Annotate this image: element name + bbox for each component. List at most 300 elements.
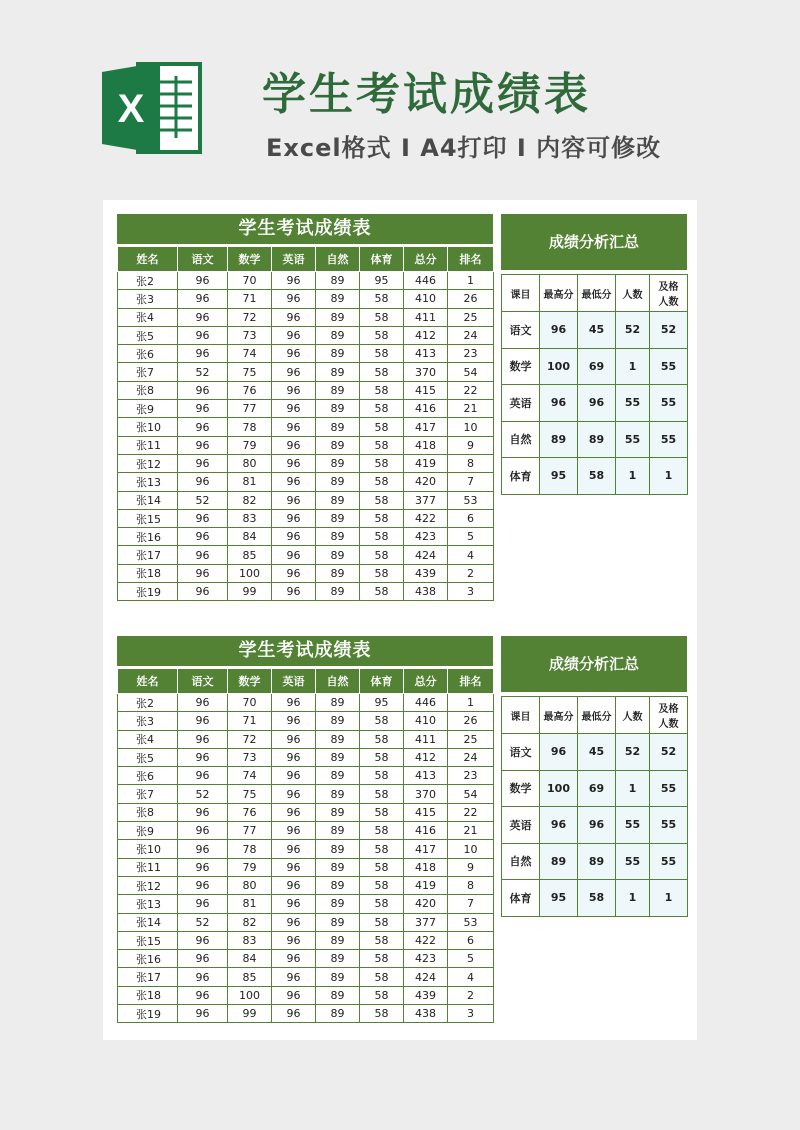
score-cell: 96: [272, 509, 316, 527]
score-cell: 6: [448, 931, 494, 949]
score-cell: 89: [316, 858, 360, 876]
score-cell: 96: [178, 381, 228, 399]
score-cell: 54: [448, 363, 494, 381]
score-cell: 96: [178, 1005, 228, 1023]
stat-cell: 55: [616, 421, 650, 458]
score-cell: 58: [360, 730, 404, 748]
column-header: 最高分: [540, 275, 578, 312]
score-cell: 96: [178, 858, 228, 876]
score-table: [117, 246, 494, 601]
table-row: [118, 491, 494, 509]
score-cell: 77: [228, 400, 272, 418]
score-cell: 58: [360, 895, 404, 913]
score-cell: 96: [272, 840, 316, 858]
table-row: [502, 807, 688, 844]
score-cell: 96: [178, 986, 228, 1004]
score-cell: 96: [272, 876, 316, 894]
score-cell: 6: [448, 509, 494, 527]
stat-cell: 55: [616, 807, 650, 844]
stat-cell: 1: [650, 880, 688, 917]
score-cell: 10: [448, 840, 494, 858]
score-cell: 420: [404, 473, 448, 491]
table-row: [118, 528, 494, 546]
score-cell: 96: [272, 564, 316, 582]
score-cell: 96: [178, 400, 228, 418]
score-cell: 370: [404, 363, 448, 381]
table-row: [118, 931, 494, 949]
score-cell: 96: [178, 509, 228, 527]
table-row: [118, 546, 494, 564]
score-cell: 7: [448, 473, 494, 491]
score-cell: 80: [228, 454, 272, 472]
column-header: 体育: [360, 669, 404, 694]
score-cell: 83: [228, 931, 272, 949]
score-cell: 96: [178, 418, 228, 436]
score-cell: 82: [228, 491, 272, 509]
stat-cell: 52: [616, 734, 650, 771]
score-cell: 416: [404, 822, 448, 840]
score-cell: 58: [360, 876, 404, 894]
score-cell: 96: [178, 822, 228, 840]
score-cell: 96: [178, 454, 228, 472]
score-cell: 95: [360, 272, 404, 290]
score-cell: 96: [178, 345, 228, 363]
table-row: [502, 843, 688, 880]
score-cell: 81: [228, 473, 272, 491]
score-header-row: [118, 669, 494, 694]
score-cell: 89: [316, 712, 360, 730]
score-cell: 22: [448, 381, 494, 399]
score-cell: 89: [316, 730, 360, 748]
score-cell: 96: [272, 968, 316, 986]
score-table-title: 学生考试成绩表: [117, 636, 493, 666]
subject-cell: 语文: [502, 312, 540, 349]
analysis-header-row: [502, 275, 688, 312]
score-cell: 96: [272, 528, 316, 546]
score-cell: 89: [316, 840, 360, 858]
score-cell: 58: [360, 1005, 404, 1023]
score-cell: 96: [272, 418, 316, 436]
score-cell: 96: [272, 308, 316, 326]
score-cell: 96: [272, 931, 316, 949]
student-name-cell: 张8: [118, 381, 178, 399]
score-cell: 1: [448, 272, 494, 290]
score-cell: 58: [360, 986, 404, 1004]
score-cell: 85: [228, 968, 272, 986]
stat-cell: 96: [578, 385, 616, 422]
table-row: [502, 880, 688, 917]
student-name-cell: 张11: [118, 436, 178, 454]
score-cell: 96: [272, 345, 316, 363]
stat-cell: 55: [650, 385, 688, 422]
score-cell: 96: [178, 876, 228, 894]
stat-cell: 1: [616, 880, 650, 917]
score-cell: 58: [360, 822, 404, 840]
score-cell: 96: [272, 748, 316, 766]
score-cell: 96: [272, 326, 316, 344]
score-cell: 2: [448, 986, 494, 1004]
table-row: [118, 822, 494, 840]
score-cell: 415: [404, 803, 448, 821]
score-cell: 419: [404, 454, 448, 472]
score-cell: 58: [360, 950, 404, 968]
score-cell: 83: [228, 509, 272, 527]
score-cell: 99: [228, 583, 272, 601]
score-cell: 89: [316, 290, 360, 308]
score-cell: 58: [360, 785, 404, 803]
score-cell: 58: [360, 418, 404, 436]
score-cell: 74: [228, 345, 272, 363]
score-cell: 71: [228, 712, 272, 730]
score-cell: 96: [272, 712, 316, 730]
score-cell: 72: [228, 308, 272, 326]
score-cell: 58: [360, 931, 404, 949]
table-row: [118, 767, 494, 785]
column-header: 最低分: [578, 697, 616, 734]
table-row: [118, 913, 494, 931]
score-cell: 85: [228, 546, 272, 564]
student-name-cell: 张17: [118, 546, 178, 564]
score-cell: 96: [272, 950, 316, 968]
column-header: 英语: [272, 247, 316, 272]
score-cell: 23: [448, 345, 494, 363]
score-cell: 96: [272, 858, 316, 876]
score-table-section: [117, 214, 493, 601]
score-cell: 96: [272, 1005, 316, 1023]
score-cell: 70: [228, 272, 272, 290]
score-cell: 377: [404, 913, 448, 931]
student-name-cell: 张14: [118, 491, 178, 509]
analysis-table: [501, 274, 688, 495]
score-cell: 58: [360, 363, 404, 381]
table-row: [502, 312, 688, 349]
score-cell: 3: [448, 1005, 494, 1023]
stat-cell: 89: [540, 843, 578, 880]
score-cell: 96: [272, 272, 316, 290]
score-cell: 4: [448, 546, 494, 564]
score-cell: 89: [316, 950, 360, 968]
score-cell: 58: [360, 840, 404, 858]
score-cell: 70: [228, 694, 272, 712]
score-cell: 58: [360, 546, 404, 564]
table-row: [118, 326, 494, 344]
score-cell: 413: [404, 767, 448, 785]
score-cell: 72: [228, 730, 272, 748]
score-cell: 9: [448, 436, 494, 454]
score-cell: 412: [404, 748, 448, 766]
analysis-section: [501, 636, 687, 917]
score-cell: 58: [360, 436, 404, 454]
stat-cell: 69: [578, 770, 616, 807]
column-header: 最高分: [540, 697, 578, 734]
score-cell: 58: [360, 968, 404, 986]
score-cell: 89: [316, 583, 360, 601]
column-header: 自然: [316, 669, 360, 694]
score-cell: 96: [178, 950, 228, 968]
table-row: [118, 509, 494, 527]
score-cell: 89: [316, 895, 360, 913]
student-name-cell: 张18: [118, 564, 178, 582]
stat-cell: 95: [540, 880, 578, 917]
table-row: [118, 454, 494, 472]
score-cell: 58: [360, 454, 404, 472]
score-cell: 415: [404, 381, 448, 399]
score-cell: 89: [316, 913, 360, 931]
score-cell: 79: [228, 436, 272, 454]
score-cell: 58: [360, 491, 404, 509]
student-name-cell: 张12: [118, 876, 178, 894]
score-cell: 96: [272, 694, 316, 712]
table-row: [118, 290, 494, 308]
score-cell: 52: [178, 363, 228, 381]
score-cell: 96: [272, 767, 316, 785]
score-cell: 446: [404, 272, 448, 290]
stat-cell: 58: [578, 458, 616, 495]
score-cell: 89: [316, 509, 360, 527]
score-cell: 3: [448, 583, 494, 601]
score-cell: 89: [316, 822, 360, 840]
score-cell: 438: [404, 583, 448, 601]
score-cell: 96: [272, 895, 316, 913]
score-cell: 89: [316, 473, 360, 491]
score-cell: 96: [178, 308, 228, 326]
student-name-cell: 张3: [118, 290, 178, 308]
score-cell: 5: [448, 528, 494, 546]
column-header: 人数: [616, 697, 650, 734]
score-cell: 96: [178, 931, 228, 949]
table-row: [118, 858, 494, 876]
score-cell: 96: [178, 730, 228, 748]
score-cell: 58: [360, 528, 404, 546]
score-cell: 58: [360, 858, 404, 876]
table-row: [118, 950, 494, 968]
score-cell: 9: [448, 858, 494, 876]
stat-cell: 45: [578, 312, 616, 349]
score-table-title: 学生考试成绩表: [117, 214, 493, 244]
stat-cell: 55: [616, 385, 650, 422]
column-header: 姓名: [118, 669, 178, 694]
analysis-header-row: [502, 697, 688, 734]
column-header: 自然: [316, 247, 360, 272]
score-cell: 96: [272, 913, 316, 931]
stat-cell: 58: [578, 880, 616, 917]
student-name-cell: 张18: [118, 986, 178, 1004]
score-cell: 71: [228, 290, 272, 308]
table-row: [118, 272, 494, 290]
score-cell: 439: [404, 986, 448, 1004]
score-cell: 2: [448, 564, 494, 582]
table-row: [118, 712, 494, 730]
table-row: [118, 803, 494, 821]
score-cell: 74: [228, 767, 272, 785]
score-cell: 446: [404, 694, 448, 712]
student-name-cell: 张10: [118, 840, 178, 858]
student-name-cell: 张14: [118, 913, 178, 931]
score-cell: 24: [448, 748, 494, 766]
column-header: 英语: [272, 669, 316, 694]
score-cell: 412: [404, 326, 448, 344]
score-cell: 89: [316, 381, 360, 399]
subject-cell: 体育: [502, 880, 540, 917]
score-cell: 58: [360, 326, 404, 344]
column-header: 姓名: [118, 247, 178, 272]
table-row: [118, 381, 494, 399]
score-cell: 76: [228, 381, 272, 399]
stat-cell: 1: [616, 458, 650, 495]
score-cell: 96: [272, 730, 316, 748]
table-row: [118, 583, 494, 601]
stat-cell: 89: [578, 843, 616, 880]
table-row: [502, 734, 688, 771]
score-cell: 89: [316, 1005, 360, 1023]
score-cell: 96: [178, 528, 228, 546]
score-cell: 58: [360, 290, 404, 308]
column-header: 及格 人数: [650, 275, 688, 312]
score-cell: 417: [404, 418, 448, 436]
student-name-cell: 张15: [118, 931, 178, 949]
score-cell: 96: [178, 564, 228, 582]
score-cell: 96: [178, 840, 228, 858]
score-cell: 78: [228, 418, 272, 436]
document-sheet: [103, 200, 697, 1040]
score-cell: 58: [360, 564, 404, 582]
score-cell: 89: [316, 986, 360, 1004]
score-cell: 24: [448, 326, 494, 344]
table-row: [118, 840, 494, 858]
student-name-cell: 张7: [118, 785, 178, 803]
table-row: [118, 564, 494, 582]
column-header: 数学: [228, 247, 272, 272]
score-cell: 89: [316, 546, 360, 564]
student-name-cell: 张6: [118, 345, 178, 363]
score-cell: 422: [404, 509, 448, 527]
score-cell: 411: [404, 308, 448, 326]
score-cell: 96: [178, 767, 228, 785]
score-cell: 96: [178, 546, 228, 564]
score-cell: 89: [316, 803, 360, 821]
stat-cell: 89: [578, 421, 616, 458]
score-cell: 25: [448, 308, 494, 326]
student-name-cell: 张10: [118, 418, 178, 436]
score-cell: 96: [272, 491, 316, 509]
table-row: [502, 348, 688, 385]
table-row: [118, 895, 494, 913]
table-row: [118, 436, 494, 454]
analysis-table: [501, 696, 688, 917]
analysis-title: 成绩分析汇总: [501, 214, 687, 270]
score-cell: 89: [316, 491, 360, 509]
score-cell: 424: [404, 546, 448, 564]
student-name-cell: 张13: [118, 895, 178, 913]
score-cell: 58: [360, 913, 404, 931]
stat-cell: 96: [540, 734, 578, 771]
student-name-cell: 张3: [118, 712, 178, 730]
score-cell: 52: [178, 491, 228, 509]
score-cell: 416: [404, 400, 448, 418]
stat-cell: 69: [578, 348, 616, 385]
score-cell: 73: [228, 326, 272, 344]
stat-cell: 95: [540, 458, 578, 495]
score-cell: 89: [316, 876, 360, 894]
table-row: [118, 345, 494, 363]
poster-header: [0, 0, 800, 190]
score-cell: 78: [228, 840, 272, 858]
table-row: [118, 694, 494, 712]
subject-cell: 自然: [502, 843, 540, 880]
column-header: 课目: [502, 697, 540, 734]
score-cell: 81: [228, 895, 272, 913]
student-name-cell: 张16: [118, 528, 178, 546]
score-cell: 58: [360, 381, 404, 399]
score-cell: 96: [178, 272, 228, 290]
score-cell: 89: [316, 436, 360, 454]
stat-cell: 1: [616, 348, 650, 385]
score-cell: 89: [316, 528, 360, 546]
score-cell: 82: [228, 913, 272, 931]
page-title: 学生考试成绩表: [262, 69, 591, 120]
score-cell: 84: [228, 950, 272, 968]
stat-cell: 96: [540, 312, 578, 349]
score-cell: 84: [228, 528, 272, 546]
table-row: [118, 968, 494, 986]
score-cell: 96: [272, 583, 316, 601]
column-header: 课目: [502, 275, 540, 312]
stat-cell: 55: [650, 807, 688, 844]
score-cell: 96: [178, 436, 228, 454]
score-cell: 96: [272, 400, 316, 418]
student-name-cell: 张7: [118, 363, 178, 381]
score-cell: 96: [178, 473, 228, 491]
score-cell: 96: [272, 363, 316, 381]
subject-cell: 数学: [502, 348, 540, 385]
subject-cell: 体育: [502, 458, 540, 495]
score-cell: 89: [316, 694, 360, 712]
score-cell: 96: [272, 986, 316, 1004]
student-name-cell: 张12: [118, 454, 178, 472]
score-cell: 411: [404, 730, 448, 748]
score-cell: 100: [228, 986, 272, 1004]
score-cell: 99: [228, 1005, 272, 1023]
score-cell: 58: [360, 345, 404, 363]
score-cell: 89: [316, 363, 360, 381]
score-cell: 96: [272, 381, 316, 399]
column-header: 及格 人数: [650, 697, 688, 734]
table-row: [502, 421, 688, 458]
score-cell: 420: [404, 895, 448, 913]
score-cell: 422: [404, 931, 448, 949]
score-cell: 96: [272, 546, 316, 564]
score-cell: 410: [404, 712, 448, 730]
score-cell: 89: [316, 968, 360, 986]
student-name-cell: 张4: [118, 308, 178, 326]
score-cell: 23: [448, 767, 494, 785]
score-table: [117, 668, 494, 1023]
stat-cell: 1: [650, 458, 688, 495]
score-cell: 96: [178, 895, 228, 913]
score-cell: 95: [360, 694, 404, 712]
score-cell: 100: [228, 564, 272, 582]
excel-icon: [102, 58, 206, 158]
score-cell: 89: [316, 326, 360, 344]
score-cell: 8: [448, 876, 494, 894]
score-cell: 89: [316, 454, 360, 472]
score-cell: 96: [178, 290, 228, 308]
stat-cell: 89: [540, 421, 578, 458]
score-cell: 96: [178, 326, 228, 344]
score-cell: 89: [316, 345, 360, 363]
student-name-cell: 张9: [118, 822, 178, 840]
excel-logo-letter: X: [117, 87, 145, 131]
